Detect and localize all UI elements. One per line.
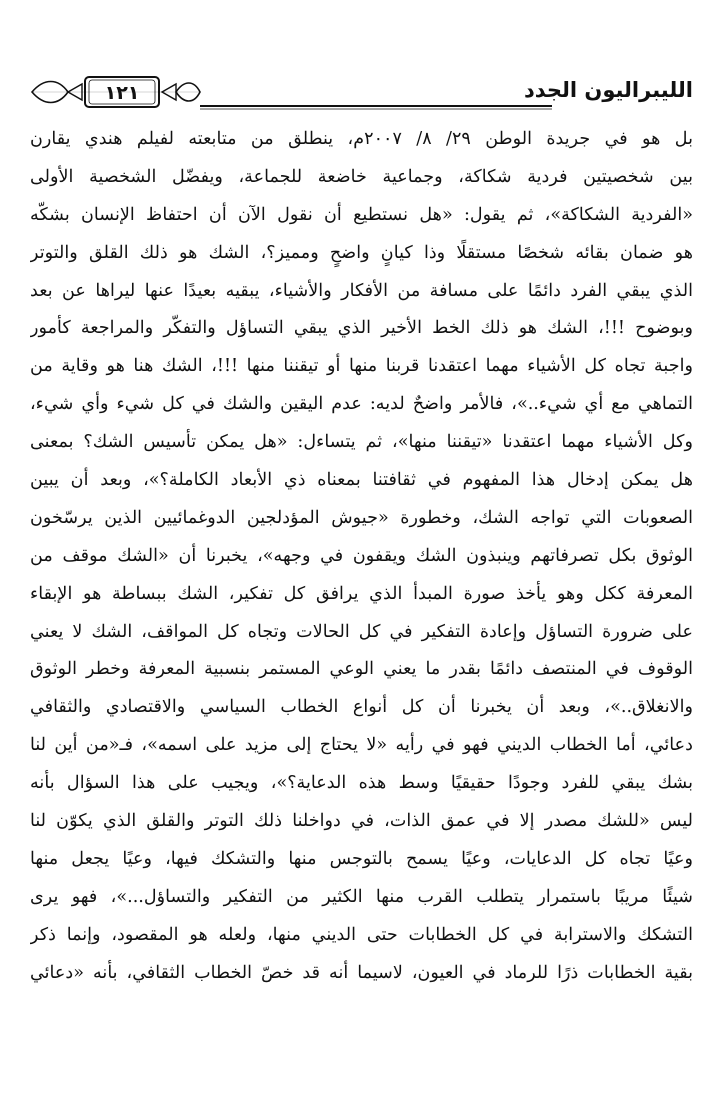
text-line: المعرفة ككل وهو يأخذ صورة المبدأ الذي يرافق كل تفكير، الشك ببساطة هو الإبقاء — [30, 583, 693, 604]
text-line: ليس «للشك مصدر إلا في عمق الذات، في دواخلنا ذلك التوتر والقلق الذي يكوّن لنا — [30, 811, 693, 832]
text-line: على ضرورة التساؤل وإعادة التفكير في كل الحالات وتجاه كل المواقف، الشك لا يعني — [30, 621, 693, 642]
text-line: الذي يبقي الفرد دائمًا على مسافة من الأفكار والأشياء، يبقيه بعيدًا عنها ليراها عن بعد — [30, 280, 693, 301]
text-line: دعائي، أما الخطاب الديني فهو في رأيه «لا يحتاج إلى مزيد على اسمه»، فـ«من أين لنا — [30, 735, 693, 756]
page-number: ١٢١ — [104, 82, 140, 104]
text-line: والانغلاق..»، وبعد أن يخبرنا أن كل أنواع الخطاب السياسي والاقتصادي والثقافي — [30, 697, 693, 718]
text-line: بقية الخطابات ذرًا للرماد في العيون، لاسيما أنه قد خصّ الخطاب الثقافي، بأنه «دعائي — [30, 962, 693, 983]
text-line: الوثوق بكل تصرفاتهم وينبذون الشك ويقفون في وجهه»، يخبرنا أن «الشك موقف من — [30, 545, 693, 566]
text-line: الوقوف في المنتصف دائمًا بقدر ما يعني الوعي المستمر بنسبية المعرفة وخطر الوثوق — [30, 659, 693, 680]
text-line: التماهي مع أي شيء..»، فالأمر واضحٌ لديه: عدم اليقين والشك في كل شيء وأي شيء، — [30, 394, 693, 415]
text-line: وبوضوح !!!، الشك هو ذلك الخط الأخير الذي يبقي التساؤل والتفكّر والمراجعة كأمور — [30, 318, 693, 339]
running-title: الليبراليون الجدد — [523, 78, 693, 102]
text-line: بل هو في جريدة الوطن ٢٩/ ٨/ ٢٠٠٧م، ينطلق من متابعته لفيلم هندي يقارن — [30, 129, 693, 149]
text-line: واجبة تجاه كل الأشياء مهما اعتقدنا قربنا منها أو تيقننا منها !!!، الشك هنا هو وقاية من — [30, 356, 693, 377]
text-line: «الفردية الشكاكة»، ثم يقول: «هل نستطيع أن نقول الآن أن احتفاظ الإنسان بشكّه — [30, 204, 693, 225]
text-line: وعيًا تجاه كل الدعايات، وعيًا يسمح بالتوجس منها والتشكك فيها، وعيًا يجعل منها — [30, 848, 693, 869]
text-line: الصعوبات التي تواجه الشك، وخطورة «جيوش المؤدلجين الدوغمائيين الذين يرسّخون — [30, 507, 693, 528]
text-line: وكل الأشياء مهما اعتقدنا «تيقننا منها»، ثم يتساءل: «هل يمكن تأسيس الشك؟ بمعنى — [30, 432, 693, 453]
body-text — [30, 121, 693, 992]
text-line: التشكك والاسترابة في كل الخطابات حتى الديني منها، ولعله هو المقصود، وإنما ذكر — [30, 924, 693, 945]
text-line: بين شخصيتين فردية شكاكة، وجماعية خاضعة للجماعة، ويفضّل الشخصية الأولى — [30, 166, 693, 187]
text-line: هل يمكن إدخال هذا المفهوم في ثقافتنا بمعناه ذي الأبعاد الكاملة؟»، وبعد أن يبين — [30, 470, 693, 491]
running-header — [30, 70, 693, 114]
text-line: هو ضمان بقائه شخصًا مستقلًا وذا كيانٍ واضحٍ ومميز؟، الشك هو ذلك القلق والتوتر — [30, 242, 693, 263]
text-line: بشك يبقي للفرد وجودًا حقيقيًا وسط هذه الدعاية؟»، ويجيب على هذا السؤال بأنه — [30, 773, 693, 794]
text-line: شيئًا مريبًا باستمرار يتطلب القرب منها الكثير من التفكير والتساؤل...»، فهو يرى — [30, 886, 693, 907]
